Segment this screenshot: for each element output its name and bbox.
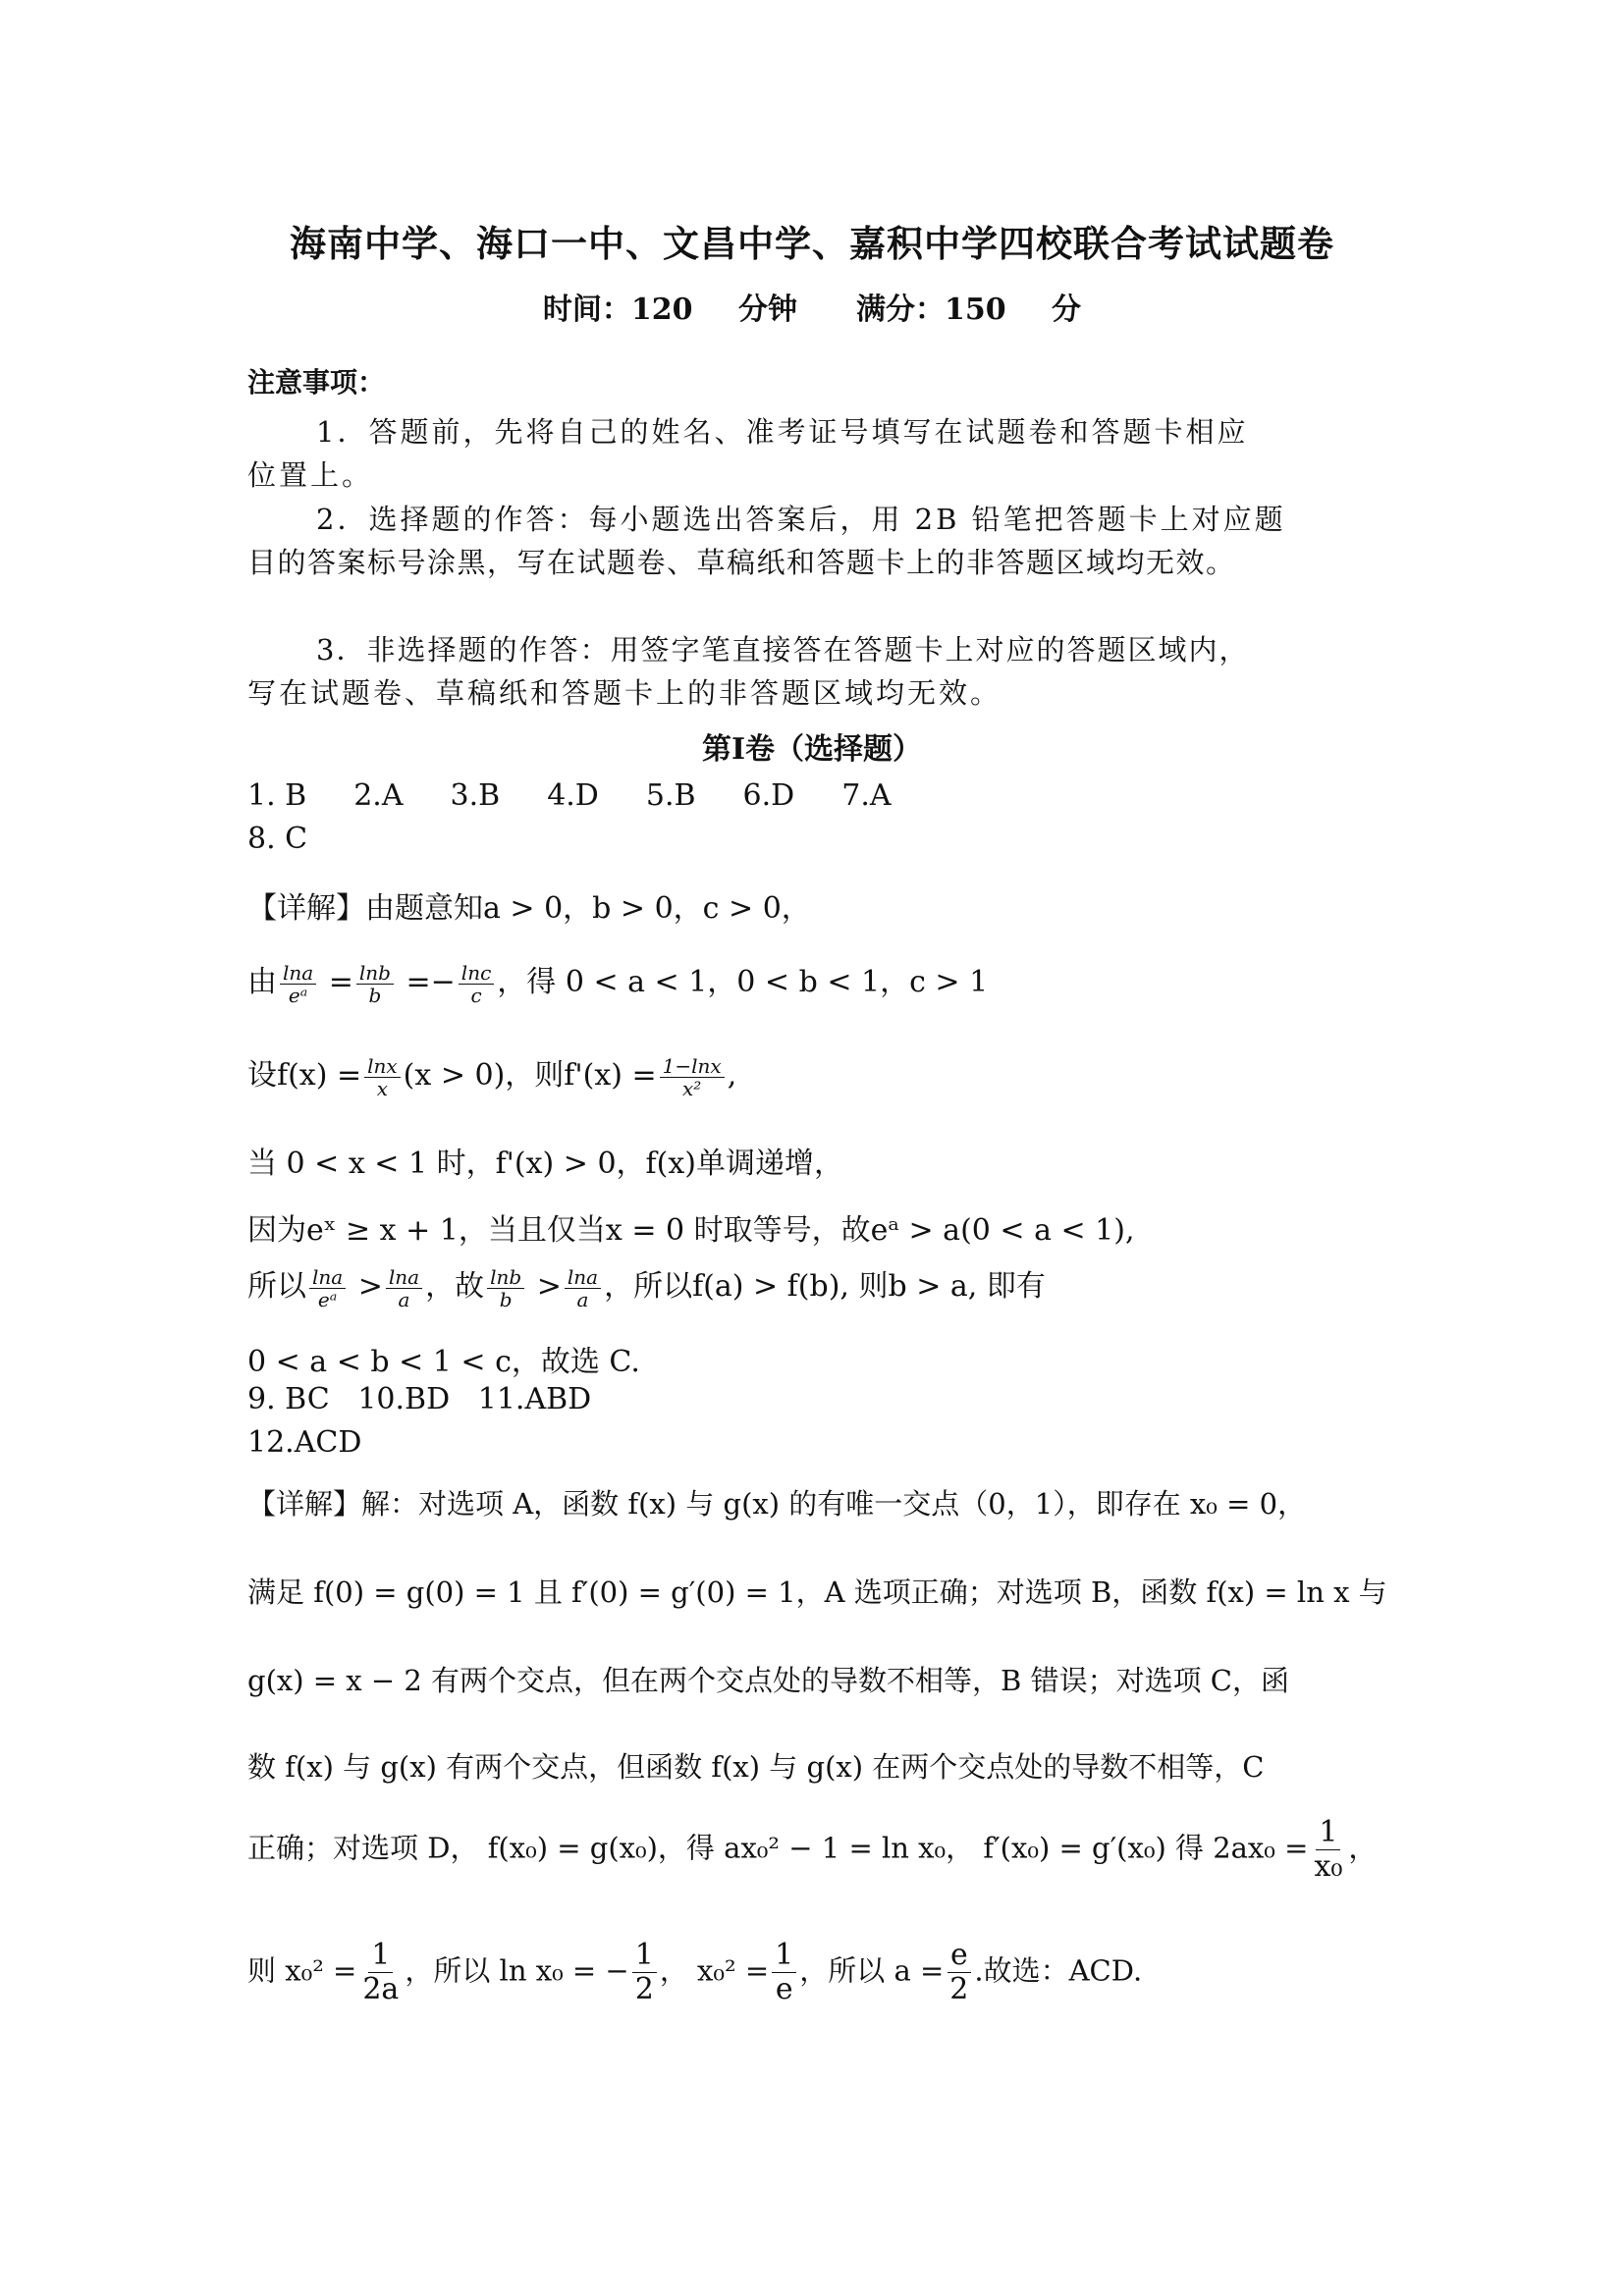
fraction: $\frac{\ln x}{x}$ <box>364 1055 401 1099</box>
notice-item-2b: 目的答案标号涂黑，写在试题卷、草稿纸和答题卡上的非答题区域均无效。 <box>247 546 1236 579</box>
page-title: 海南中学、海口一中、文昌中学、嘉积中学四校联合考试试题卷 <box>290 222 1334 265</box>
answer-item: 6.D <box>742 778 795 813</box>
notice-item-1b: 位置上。 <box>247 458 374 492</box>
answer-item: 3.B <box>450 778 501 813</box>
fraction: $\frac{1}{\text{x₀}}$ <box>1314 1815 1343 1884</box>
solution8-line-4: 当 0 < x < 1 时，f'(x) > 0，f(x)单调递增， <box>247 1147 843 1181</box>
notice-item-1a: 1．答题前，先将自己的姓名、准考证号填写在试题卷和答题卡相应 <box>316 415 1249 449</box>
fraction: $\frac{\ln a}{a}$ <box>565 1266 601 1310</box>
solution12-line-5: 正确；对选项 D， f(x₀) = g(x₀)，得 ax₀² − 1 = ln x₀， f′(x₀) = g′(x₀) 得 2ax₀ = $\frac{1}{\text{x₀}}$ ， <box>247 1815 1378 1884</box>
solution8-line-1: 【详解】由题意知a > 0，b > 0，c > 0， <box>247 891 811 926</box>
fraction: $\frac{\ln c}{c}$ <box>459 962 494 1006</box>
solution12-line-4: 数 f(x) 与 g(x) 有两个交点，但函数 f(x) 与 g(x) 在两个交点处的导数不相等，C <box>247 1750 1265 1784</box>
fraction: $\frac{e}{2}$ <box>947 1939 971 2006</box>
answers-row-3: 9. BC 10.BD 11.ABD <box>247 1382 592 1416</box>
solution12-line-6: 则 x₀² = $\frac{1}{2a}$ ，所以 ln x₀ = − $\frac{1}{2}$ ， x₀² = $\frac{1}{e}$ ，所以 a = $\frac{e}{2}$ .故选：ACD. <box>247 1938 1143 2006</box>
solution12-line-3: g(x) = x − 2 有两个交点，但在两个交点处的导数不相等，B 错误；对选项 C，函 <box>247 1664 1289 1697</box>
answer-item: 5.B <box>645 778 696 813</box>
fraction: $\frac{\ln b}{b}$ <box>356 962 394 1006</box>
notice-heading: 注意事项： <box>247 366 386 399</box>
notice-item-3a: 3．非选择题的作答：用签字笔直接答在答题卡上对应的答题区域内， <box>316 633 1250 667</box>
fraction: $\frac{1-\ln x}{\text{x²}}$ <box>660 1055 725 1099</box>
notice-item-3b: 写在试题卷、草稿纸和答题卡上的非答题区域均无效。 <box>247 676 1002 710</box>
answer-item: 4.D <box>547 778 599 813</box>
notice-item-2a: 2．选择题的作答：每小题选出答案后，用 2B 铅笔把答题卡上对应题 <box>316 503 1286 536</box>
answer-item: 2.A <box>353 778 404 813</box>
solution8-line-6: 所以 $\frac{\ln a}{\text{eᵃ}}$ > $\frac{\ln a}{a}$ ，故 $\frac{\ln b}{b}$ > $\frac{\ln a}{a}$ ，所以f(a) > f(b), 则b > a, 即有 <box>247 1264 1046 1311</box>
answers-row-4: 12.ACD <box>247 1425 362 1460</box>
fraction: $\frac{\ln b}{b}$ <box>487 1266 524 1310</box>
fraction: $\frac{1}{2}$ <box>632 1939 657 2006</box>
fraction: $\frac{\ln a}{a}$ <box>386 1266 422 1310</box>
solution8-line-3: 设f(x) = $\frac{\ln x}{x}$ (x > 0)，则f'(x) = $\frac{1-\ln x}{\text{x²}}$ , <box>247 1053 737 1100</box>
solution8-line-7: 0 < a < b < 1 < c，故选 C. <box>247 1345 640 1379</box>
answer-item: 7.A <box>841 778 892 813</box>
fraction: $\frac{1}{2a}$ <box>362 1938 400 2006</box>
solution8-line-5: 因为eˣ ≥ x + 1，当且仅当x = 0 时取等号，故eᵃ > a(0 < a < 1), <box>247 1213 1135 1248</box>
page-subtitle: 时间：120 分钟 满分：150 分 <box>542 293 1082 327</box>
answer-item: 1. B <box>247 778 307 813</box>
fraction: $\frac{1}{e}$ <box>772 1939 796 2006</box>
fraction: $\frac{\ln a}{\text{eᵃ}}$ <box>280 962 316 1006</box>
solution12-line-1: 【详解】解：对选项 A，函数 f(x) 与 g(x) 的有唯一交点（0，1），即存在 x₀ = 0， <box>247 1487 1307 1521</box>
solution12-line-2: 满足 f(0) = g(0) = 1 且 f′(0) = g′(0) = 1，A 选项正确；对选项 B，函数 f(x) = ln x 与 <box>247 1575 1387 1609</box>
fraction: $\frac{\ln a}{\text{eᵃ}}$ <box>309 1266 346 1310</box>
section-title: 第Ⅰ卷（选择题） <box>701 732 923 767</box>
answers-row-2: 8. C <box>247 822 308 856</box>
answers-row-1 <box>247 778 1396 813</box>
solution8-line-2: 由 $\frac{\ln a}{\text{eᵃ}}$ = $\frac{\ln b}{b}$ =− $\frac{\ln c}{c}$ ，得 0 < a < 1，0 < b < 1，c > 1 <box>247 960 989 1007</box>
